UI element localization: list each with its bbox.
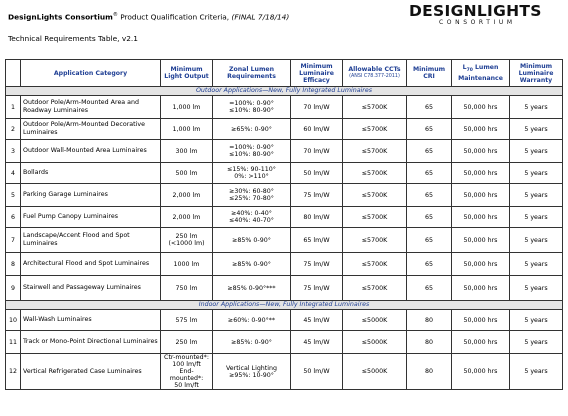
row-warranty: 5 years (510, 207, 563, 228)
header-light-output: Minimum Light Output (161, 60, 213, 87)
row-l70: 50,000 hrs (452, 140, 510, 163)
row-light-output: 575 lm (161, 310, 213, 331)
row-efficacy: 50 lm/W (291, 354, 343, 390)
table-row (6, 96, 563, 119)
row-light-output: 300 lm (161, 140, 213, 163)
row-cri: 65 (407, 276, 452, 301)
row-l70: 50,000 hrs (452, 310, 510, 331)
row-light-output: 250 lm (161, 331, 213, 354)
section-label: Outdoor Applications—New, Fully Integrated Luminaires (6, 87, 563, 96)
row-efficacy: 75 lm/W (291, 253, 343, 276)
title-text: Product Qualification Criteria, (117, 12, 232, 22)
row-zonal: ≥40%: 0-40° ≤40%: 40-70° (213, 207, 291, 228)
row-category: Architectural Flood and Spot Luminaires (21, 253, 161, 276)
row-category: Track or Mono-Point Directional Luminaires (21, 331, 161, 354)
row-efficacy: 65 lm/W (291, 228, 343, 253)
row-cct: ≤5700K (343, 140, 407, 163)
designlights-logo (409, 3, 559, 31)
row-l70: 50,000 hrs (452, 119, 510, 140)
row-zonal: ≥85% 0-90° (213, 228, 291, 253)
row-number: 1 (6, 96, 21, 119)
header-efficacy: Minimum Luminaire Efficacy (291, 60, 343, 87)
row-zonal: ≥30%: 60-80° ≤25%: 70-80° (213, 184, 291, 207)
row-efficacy: 60 lm/W (291, 119, 343, 140)
org-name: DesignLights Consortium (8, 12, 113, 22)
row-category: Outdoor Pole/Arm-Mounted Decorative Luminaires (21, 119, 161, 140)
row-efficacy: 70 lm/W (291, 96, 343, 119)
row-warranty: 5 years (510, 253, 563, 276)
row-cct: ≤5700K (343, 119, 407, 140)
section-label: Indoor Applications—New, Fully Integrated Luminaires (6, 301, 563, 310)
row-cri: 65 (407, 96, 452, 119)
row-l70: 50,000 hrs (452, 163, 510, 184)
table-row (6, 163, 563, 184)
row-efficacy: 45 lm/W (291, 331, 343, 354)
row-cct: ≤5700K (343, 228, 407, 253)
row-cri: 80 (407, 331, 452, 354)
header-l70-prefix: L (462, 64, 467, 72)
table-row (6, 140, 563, 163)
row-cri: 80 (407, 354, 452, 390)
row-zonal: ≥85% 0-90° (213, 253, 291, 276)
row-efficacy: 45 lm/W (291, 310, 343, 331)
table-row (6, 228, 563, 253)
table-row (6, 184, 563, 207)
row-cct: ≤5000K (343, 310, 407, 331)
row-l70: 50,000 hrs (452, 184, 510, 207)
table-row (6, 253, 563, 276)
table-row (6, 207, 563, 228)
row-category: Landscape/Accent Flood and Spot Luminaires (21, 228, 161, 253)
row-cct: ≤5700K (343, 96, 407, 119)
row-light-output: 1,000 lm (161, 119, 213, 140)
header-category: Application Category (21, 60, 161, 87)
row-number: 4 (6, 163, 21, 184)
row-cct: ≤5000K (343, 331, 407, 354)
row-number: 9 (6, 276, 21, 301)
row-number: 5 (6, 184, 21, 207)
row-number: 10 (6, 310, 21, 331)
logo-wordmark: DESIGNLIGHTS (409, 2, 542, 20)
row-warranty: 5 years (510, 163, 563, 184)
header-l70 (452, 60, 510, 87)
row-cct: ≤5700K (343, 163, 407, 184)
row-number: 6 (6, 207, 21, 228)
table-row (6, 354, 563, 390)
header-number (6, 60, 21, 87)
title-date: (FINAL 7/18/14) (231, 12, 290, 22)
row-number: 7 (6, 228, 21, 253)
header-l70-sub: 70 (466, 68, 473, 74)
registered-mark: ® (112, 12, 118, 18)
row-warranty: 5 years (510, 310, 563, 331)
header-cct-standard: (ANSI C78.377-2011) (349, 74, 400, 79)
row-l70: 50,000 hrs (452, 354, 510, 390)
table-row (6, 119, 563, 140)
row-zonal: ≥85% 0-90°*** (213, 276, 291, 301)
row-warranty: 5 years (510, 228, 563, 253)
row-cri: 65 (407, 184, 452, 207)
row-warranty: 5 years (510, 96, 563, 119)
row-cri: 80 (407, 310, 452, 331)
header-l70-suffix: Lumen Maintenance (458, 64, 503, 82)
row-warranty: 5 years (510, 184, 563, 207)
row-category: Vertical Refrigerated Case Luminaires (21, 354, 161, 390)
row-efficacy: 75 lm/W (291, 276, 343, 301)
row-number: 2 (6, 119, 21, 140)
row-efficacy: 50 lm/W (291, 163, 343, 184)
row-cct: ≤5700K (343, 253, 407, 276)
row-cct: ≤5700K (343, 207, 407, 228)
row-warranty: 5 years (510, 331, 563, 354)
row-cri: 65 (407, 163, 452, 184)
technical-requirements-table (5, 59, 563, 390)
row-l70: 50,000 hrs (452, 331, 510, 354)
row-category: Stairwell and Passageway Luminaires (21, 276, 161, 301)
row-cct: ≤5000K (343, 354, 407, 390)
table-row (6, 331, 563, 354)
row-category: Outdoor Pole/Arm-Mounted Area and Roadway Luminaires (21, 96, 161, 119)
row-category: Fuel Pump Canopy Luminaires (21, 207, 161, 228)
row-efficacy: 75 lm/W (291, 184, 343, 207)
row-number: 8 (6, 253, 21, 276)
row-light-output: 2,000 lm (161, 207, 213, 228)
row-cri: 65 (407, 119, 452, 140)
table-row (6, 310, 563, 331)
row-l70: 50,000 hrs (452, 207, 510, 228)
row-zonal: ≤15%: 90-110° 0%: >110° (213, 163, 291, 184)
row-efficacy: 70 lm/W (291, 140, 343, 163)
header-cct (343, 60, 407, 87)
row-light-output: 250 lm (<1000 lm) (161, 228, 213, 253)
document-subtitle: Technical Requirements Table, v2.1 (8, 34, 138, 43)
row-zonal: ≥85%: 0-90° (213, 331, 291, 354)
row-cri: 65 (407, 207, 452, 228)
row-cri: 65 (407, 228, 452, 253)
row-number: 11 (6, 331, 21, 354)
header-cri: Minimum CRI (407, 60, 452, 87)
header-warranty: Minimum Luminaire Warranty (510, 60, 563, 87)
row-cct: ≤5700K (343, 276, 407, 301)
row-l70: 50,000 hrs (452, 253, 510, 276)
row-light-output: 1,000 lm (161, 96, 213, 119)
row-cri: 65 (407, 253, 452, 276)
row-light-output: 750 lm (161, 276, 213, 301)
row-light-output: 500 lm (161, 163, 213, 184)
row-l70: 50,000 hrs (452, 228, 510, 253)
header-cct-label: Allowable CCTs (348, 66, 401, 73)
section-row-indoor (6, 301, 563, 310)
logo-subtext: CONSORTIUM (439, 19, 516, 26)
row-zonal: Vertical Lighting ≥95%: 10-90° (213, 354, 291, 390)
row-l70: 50,000 hrs (452, 96, 510, 119)
table-row (6, 276, 563, 301)
table-header-row (6, 60, 563, 87)
row-light-output: 1000 lm (161, 253, 213, 276)
row-l70: 50,000 hrs (452, 276, 510, 301)
row-category: Outdoor Wall-Mounted Area Luminaires (21, 140, 161, 163)
row-warranty: 5 years (510, 140, 563, 163)
row-light-output: Ctr-mounted*: 100 lm/ft End-mounted*: 50 lm/ft (161, 354, 213, 390)
row-cri: 65 (407, 140, 452, 163)
table-body (6, 87, 563, 390)
row-cct: ≤5700K (343, 184, 407, 207)
row-zonal: =100%: 0-90° ≤10%: 80-90° (213, 140, 291, 163)
row-warranty: 5 years (510, 354, 563, 390)
header-zonal: Zonal Lumen Requirements (213, 60, 291, 87)
section-row-outdoor (6, 87, 563, 96)
row-zonal: ≥60%: 0-90°** (213, 310, 291, 331)
row-category: Wall-Wash Luminaires (21, 310, 161, 331)
row-zonal: ≥65%: 0-90° (213, 119, 291, 140)
row-light-output: 2,000 lm (161, 184, 213, 207)
row-efficacy: 80 lm/W (291, 207, 343, 228)
row-number: 3 (6, 140, 21, 163)
row-category: Bollards (21, 163, 161, 184)
row-category: Parking Garage Luminaires (21, 184, 161, 207)
document-title (8, 12, 289, 21)
row-warranty: 5 years (510, 119, 563, 140)
row-number: 12 (6, 354, 21, 390)
row-warranty: 5 years (510, 276, 563, 301)
row-zonal: =100%: 0-90° ≤10%: 80-90° (213, 96, 291, 119)
